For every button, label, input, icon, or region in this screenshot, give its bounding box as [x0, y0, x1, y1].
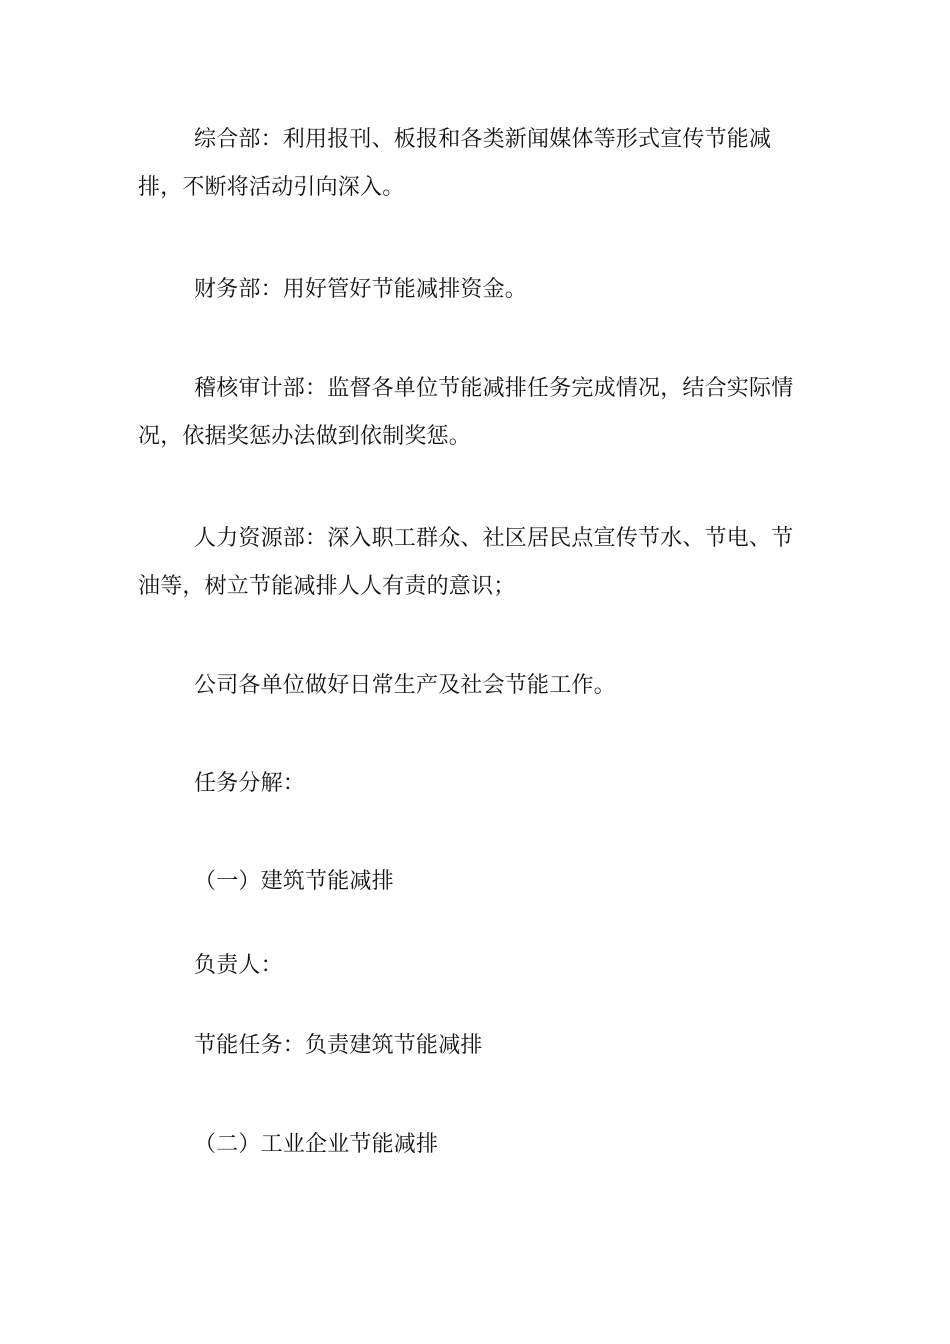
paragraph-hr-department: 人力资源部：深入职工群众、社区居民点宣传节水、节电、节油等，树立节能减排人人有责的意识；	[138, 526, 794, 599]
paragraph-company-units: 公司各单位做好日常生产及社会节能工作。	[194, 673, 616, 698]
paragraph-general-department: 综合部：利用报刊、板报和各类新闻媒体等形式宣传节能减排，不断将活动引向深入。	[138, 127, 772, 200]
paragraph-responsible-person: 负责人：	[194, 953, 283, 978]
paragraph-audit-department: 稽核审计部：监督各单位节能减排任务完成情况，结合实际情况，依据奖惩办法做到依制奖惩。	[138, 376, 794, 449]
section-heading-industrial: （二）工业企业节能减排	[194, 1132, 439, 1157]
section-heading-building: （一）建筑节能减排	[194, 869, 394, 894]
paragraph-energy-task: 节能任务：负责建筑节能减排	[194, 1033, 483, 1058]
paragraph-task-breakdown: 任务分解：	[194, 771, 306, 796]
paragraph-finance-department: 财务部：用好管好节能减排资金。	[194, 277, 528, 302]
